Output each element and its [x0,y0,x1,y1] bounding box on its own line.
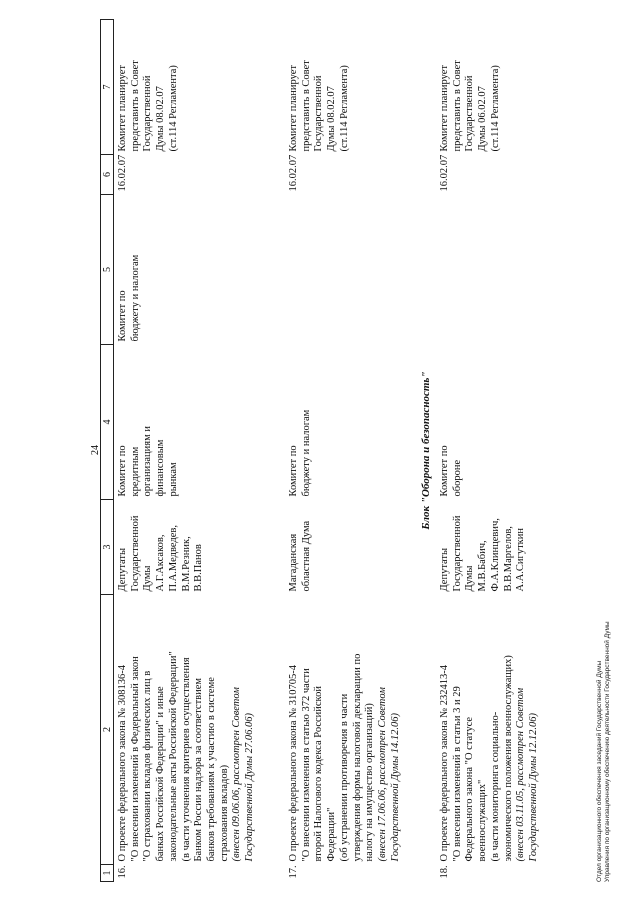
cell-line: банках Российской Федерации" и иные [155,686,167,862]
cell-line: представить в Совет [300,60,312,152]
cell-line: обороне [451,459,463,497]
bill-title-cell [285,595,416,865]
cell-line: бюджету и налогам [129,254,141,342]
plan-cell [285,20,416,155]
header-col-7: 7 [101,20,114,155]
cell-line: Федерации" [326,807,338,862]
cell-line: Государственной [142,75,154,152]
cell-line: П.А.Медведев, [167,525,179,592]
cell-line: Федерального закона "О статусе [464,716,476,862]
authors-cell [114,500,286,595]
cell-line: О проекте федерального закона № 310705-4 [288,664,299,862]
cell-line: Государственной Думы 12.12.06) [527,713,539,862]
section-heading: Блок "Оборона и безопасность" [419,371,432,530]
cell-line: Комитет по [439,445,450,497]
header-col-2: 2 [101,595,114,865]
cell-line: В.М.Резник, [180,536,192,592]
cell-line: Думы 06.02.07 [477,86,489,152]
cell-line: военнослужащих" [477,779,489,862]
cell-line: В.В.Панов [193,544,205,592]
cell-line: Комитет по [288,445,299,497]
header-col-1: 1 [101,865,114,882]
cell-line: (в части уточнения критериев осуществления [180,657,192,862]
cell-line: Комитет планирует [117,65,128,152]
cell-line: Магаданская [288,533,299,592]
plan-cell [436,20,549,155]
section-row [416,20,436,882]
cell-line: (внесен 09.06.06, рассмотрен Советом [231,687,243,862]
table-row [114,20,286,882]
cell-line: Депутаты [117,547,128,592]
footer [596,621,612,882]
footer-line: Управления по организационному обеспечению деятельности Государственной Думы [604,621,611,882]
cell-line: законодательные акты Российской Федерации" [167,651,179,862]
cell-line: утверждения формы налоговой декларации по [351,653,363,862]
bill-title-cell [436,595,549,865]
cell-line: Государственной Думы 27.06.06) [244,713,256,862]
cell-line: Государственной [464,75,476,152]
cell-line: Государственной Думы 14.12.06) [389,713,401,862]
date-cell: 16.02.07 [117,154,128,192]
cell-line: банков требованиям к участию в системе [205,677,217,862]
cell-line: Депутаты [439,547,450,592]
cell-line: (ст.114 Регламента) [167,65,179,152]
cell-line: О проекте федерального закона № 232413-4 [439,664,450,862]
table-row [285,20,416,882]
authors-cell [436,500,549,595]
cell-line: "О внесении изменений в статьи 3 и 29 [451,686,463,862]
cell-line: Ф.А.Клинцевич, [489,518,501,592]
cell-line: "О внесении изменения в статью 372 части [300,668,312,862]
cell-line: областная Дума [300,520,312,592]
cell-line: (внесен 17.06.06, рассмотрен Советом [376,687,388,862]
row-number-cell: 16. [117,865,128,879]
row-number-cell: 17. [288,865,299,879]
cell-line: Государственной [313,75,325,152]
cell-line: бюджету и налогам [300,409,312,497]
committee-cell [285,345,416,500]
header-col-5: 5 [101,195,114,345]
cell-line: Думы 08.02.07 [155,86,167,152]
co-committee-cell [285,195,416,345]
cell-line: Комитет по [117,445,128,497]
cell-line: (ст.114 Регламента) [338,65,350,152]
cell-line: (внесен 03.11.05, рассмотрен Советом [515,687,527,862]
cell-line: Думы [142,565,154,592]
cell-line: В.В.Маргелов, [502,526,514,592]
cell-line: О проекте федерального закона № 308136-4 [117,664,128,862]
cell-line: А.А.Сигуткин [515,527,527,592]
cell-line: Комитет планирует [288,65,299,152]
cell-line: налогу на имущество организаций) [364,703,376,862]
plan-cell [114,20,286,155]
cell-line: страхования вкладов) [218,764,230,862]
cell-line: (об устранении противоречия в части [338,693,350,862]
cell-line: второй Налогового кодекса Российской [313,686,325,862]
header-col-4: 4 [101,345,114,500]
cell-line: Думы [464,565,476,592]
cell-line: кредитным [129,446,141,497]
cell-line: экономического положения военнослужащих) [502,655,514,862]
date-cell: 16.02.07 [288,154,299,192]
cell-line: представить в Совет [451,60,463,152]
header-col-3: 3 [101,500,114,595]
cell-line: представить в Совет [129,60,141,152]
bills-table [100,19,549,882]
co-committee-cell [114,195,286,345]
cell-line: (ст.114 Регламента) [489,65,501,152]
cell-line: финансовым [155,439,167,497]
table-row [436,20,549,882]
authors-cell [285,500,416,595]
date-cell: 16.02.07 [439,154,450,192]
row-number-cell: 18. [439,865,450,879]
cell-line: "О страховании вкладов физических лиц в [142,670,154,862]
committee-cell [436,345,549,500]
cell-line: А.Г.Аксаков, [155,534,167,592]
cell-line: Банком России надзора за соответствием [193,677,205,862]
bill-title-cell [114,595,286,865]
cell-line: организациям и [142,426,154,497]
cell-line: Комитет планирует [439,65,450,152]
page-number: 24 [90,445,101,455]
cell-line: Государственной [129,515,141,592]
committee-cell [114,345,286,500]
table-header-row [101,20,114,882]
cell-line: Государственной [451,515,463,592]
cell-line: Комитет по [117,290,128,342]
footer-line: Отдел организационного обеспечения заседаний Государственной Думы [596,660,603,882]
cell-line: "О внесении изменений в Федеральный закон [129,656,141,862]
header-col-6: 6 [101,155,114,195]
cell-line: М.В.Бабич, [477,540,489,592]
cell-line: рынкам [167,462,179,497]
cell-line: (в части мониторинга социально- [489,711,501,862]
co-committee-cell [436,195,549,345]
cell-line: Думы 08.02.07 [326,86,338,152]
